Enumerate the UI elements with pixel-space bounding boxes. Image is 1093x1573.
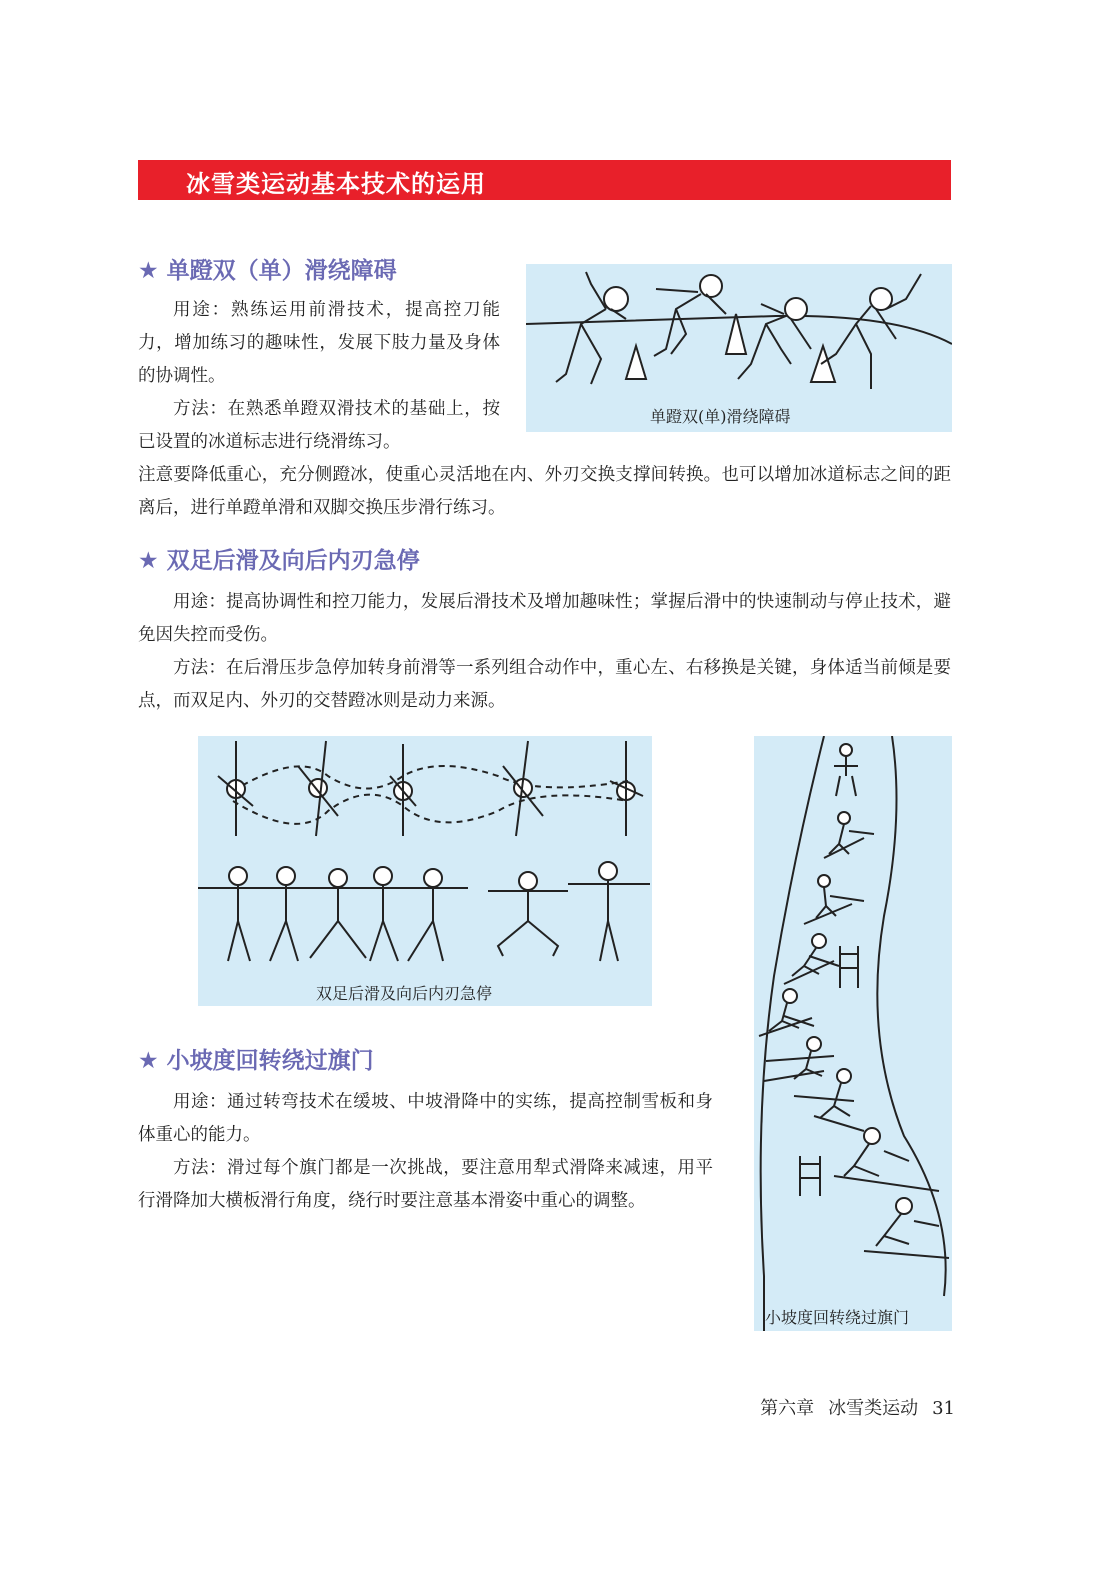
- footer-chapter: 第六章: [760, 1398, 815, 1419]
- section1-heading: [138, 252, 397, 285]
- backward-stop-illustration: [198, 736, 652, 1006]
- section3-usage: 用途：通过转弯技术在缓坡、中坡滑降中的实练，提高控制雪板和身体重心的能力。: [138, 1092, 713, 1145]
- section1-method-b: 注意要降低重心，充分侧蹬冰，使重心灵活地在内、外刃交换支撑间转换。也可以增加冰道标志之间的距离后，进行单蹬单滑和双脚交换压步滑行练习。: [138, 465, 951, 518]
- section3-heading: [138, 1042, 374, 1075]
- section2-method: 方法：在后滑压步急停加转身前滑等一系列组合动作中，重心左、右移换是关键，身体适当前倾是要点，而双足内、外刃的交替蹬冰则是动力来源。: [138, 658, 951, 711]
- star-icon: ★: [138, 1048, 159, 1074]
- figure-slalom-skiing: [754, 736, 952, 1331]
- figure-backward-stop: [198, 736, 652, 1006]
- page-number: 31: [932, 1398, 955, 1419]
- section1-usage: 用途：熟练运用前滑技术，提高控刀能力，增加练习的趣味性，发展下肢力量及身体的协调性。: [138, 300, 500, 386]
- star-icon: ★: [138, 258, 159, 284]
- slalom-skiers-illustration: [754, 736, 952, 1331]
- figure2-caption: 双足后滑及向后内刃急停: [316, 984, 493, 1003]
- figure3-caption: 小坡度回转绕过旗门: [765, 1308, 910, 1327]
- section2-usage: 用途：提高协调性和控刀能力，发展后滑技术及增加趣味性；掌握后滑中的快速制动与停止技术，避免因失控而受伤。: [138, 592, 951, 645]
- figure1-caption: 单蹬双(单)滑绕障碍: [650, 407, 791, 426]
- section3-method: 方法：滑过每个旗门都是一次挑战，要注意用犁式滑降来减速，用平行滑降加大横板滑行角度，绕行时要注意基本滑姿中重心的调整。: [138, 1158, 713, 1211]
- page-footer: [760, 1394, 955, 1420]
- figure-slalom-skating: [526, 264, 952, 432]
- section2-heading: [138, 542, 420, 575]
- star-icon: ★: [138, 548, 159, 574]
- footer-subject: 冰雪类运动: [828, 1398, 919, 1419]
- section1-title: 单蹬双（单）滑绕障碍: [166, 258, 397, 284]
- section1-method-a: 方法：在熟悉单蹬双滑技术的基础上，按已设置的冰道标志进行绕滑练习。: [138, 399, 500, 452]
- section-banner: [138, 160, 951, 200]
- banner-title: 冰雪类运动基本技术的运用: [186, 170, 486, 198]
- section3-title: 小坡度回转绕过旗门: [166, 1048, 374, 1074]
- section2-title: 双足后滑及向后内刃急停: [166, 548, 420, 574]
